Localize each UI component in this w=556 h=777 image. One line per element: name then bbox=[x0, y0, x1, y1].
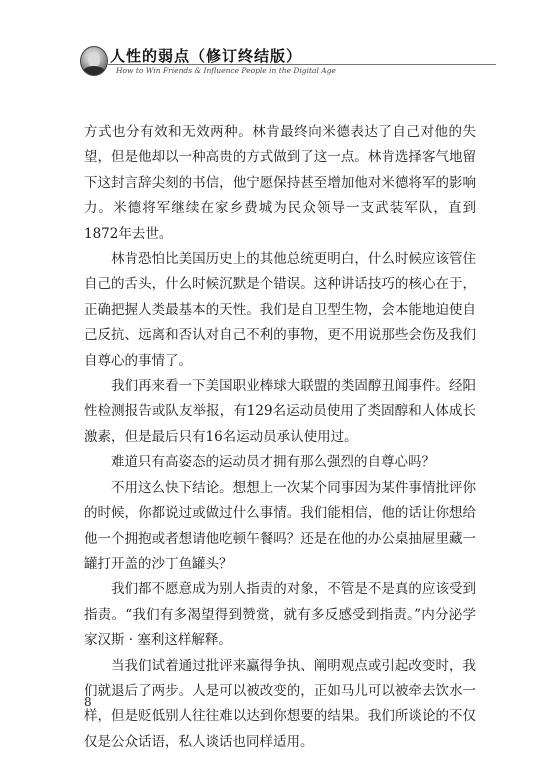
paragraph: 林肯恐怕比美国历史上的其他总统更明白，什么时候应该管住自己的舌头，什么时候沉默是个错误。这种讲话技巧的核心在于，正确把握人类最基本的天性。我们是自卫型生物，会本能地迫使自己反抗、远离和否认对自己不利的事物，更不用说那些会伤及我们自尊心的事情了。 bbox=[84, 251, 476, 369]
paragraph: 当我们试着通过批评来赢得争执、阐明观点或引起改变时，我们就退后了两步。人是可以被改变的，正如马儿可以被牵去饮水一样，但是贬低别人往往难以达到你想要的结果。我们所谈论的不仅仅是公众话语，私人谈话也同样适用。 bbox=[84, 657, 476, 750]
author-portrait-icon bbox=[80, 46, 108, 76]
paragraph: 方式也分有效和无效两种。林肯最终向米德表达了自己对他的失望，但是他却以一种高贵的方式做到了这一点。林肯选择客气地留下这封言辞尖刻的书信，他宁愿保持甚至增加他对米德将军的影响力。米德将军继续在家乡费城为民众领导一支武装军队，直到1872年去世。 bbox=[84, 124, 476, 242]
running-header bbox=[80, 43, 500, 83]
paragraph: 难道只有高姿态的运动员才拥有那么强烈的自尊心吗？ bbox=[111, 454, 435, 471]
book-title: 人性的弱点（修订终结版） bbox=[110, 47, 303, 65]
portrait-face bbox=[88, 52, 100, 67]
body-text bbox=[84, 120, 476, 755]
paragraph: 不用这么快下结论。想想上一次某个同事因为某件事情批评你的时候，你都说过或做过什么事情。我们能相信，他的话让你想给他一个拥抱或者想请他吃顿午餐吗？还是在他的办公桌抽屉里藏一罐打开盖的沙丁鱼罐头？ bbox=[84, 479, 476, 572]
book-subtitle: How to Win Friends & Influence People in the Digital Age bbox=[116, 66, 336, 75]
page-number: 8 bbox=[84, 695, 92, 709]
header-divider bbox=[106, 64, 496, 65]
portrait-shoulders bbox=[83, 66, 105, 76]
paragraph: 我们再来看一下美国职业棒球大联盟的类固醇丑闻事件。经阳性检测报告或队友举报，有129名运动员使用了类固醇和人体成长激素，但是最后只有16名运动员承认使用过。 bbox=[84, 378, 476, 445]
paragraph: 我们都不愿意成为别人指责的对象，不管是不是真的应该受到指责。“我们有多渴望得到赞赏，就有多反感受到指责。”内分泌学家汉斯 · 塞利这样解释。 bbox=[84, 581, 476, 649]
